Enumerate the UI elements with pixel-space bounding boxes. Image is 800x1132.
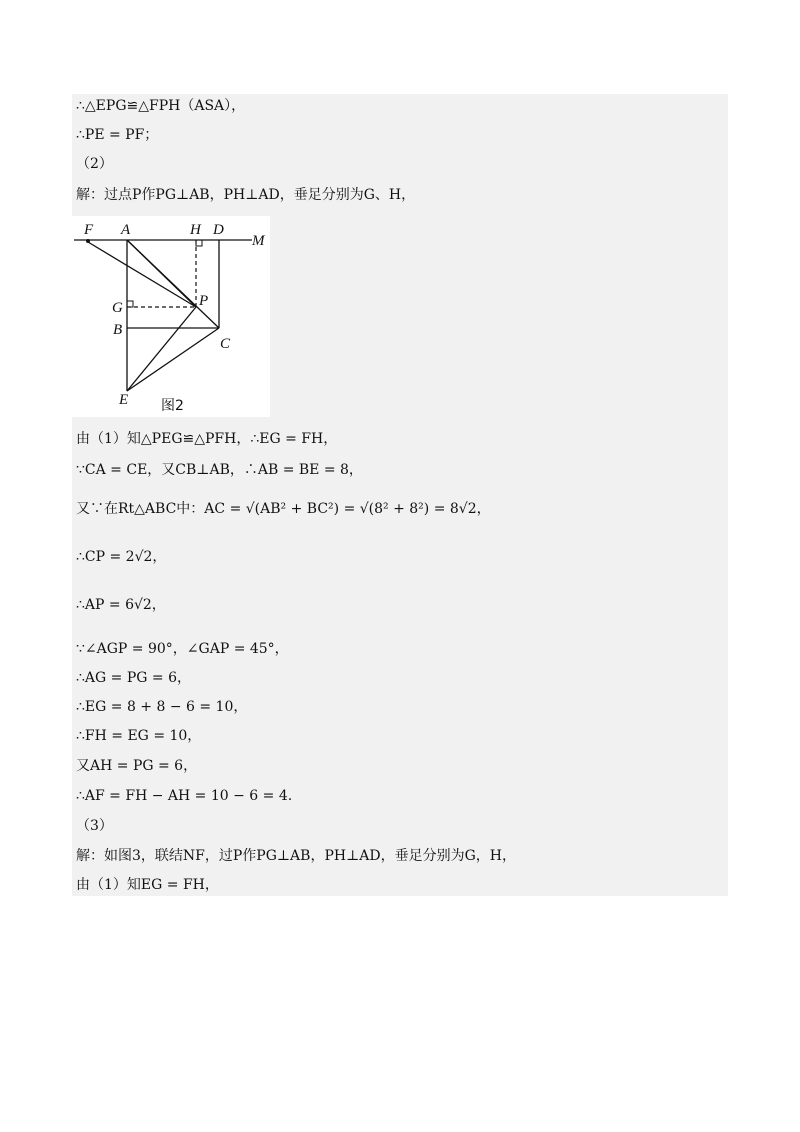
text-line-17: 解：如图3，联结NF，过P作PG⊥AB，PH⊥AD，垂足分别为G，H，: [76, 848, 516, 864]
label-h: H: [190, 222, 201, 238]
line-ec: [127, 328, 219, 391]
text-line-1: ∴△EPG≌△FPH（ASA），: [76, 98, 246, 114]
text-line-16: （3）: [76, 818, 113, 834]
figure-caption: 图2: [161, 398, 184, 414]
figure-svg: [72, 216, 270, 417]
right-angle-h: [196, 240, 202, 246]
label-b: B: [113, 322, 123, 338]
point-f: [86, 239, 90, 243]
text-line-11: ∴AG = PG = 6，: [76, 670, 191, 686]
text-line-6: ∵CA = CE，又CB⊥AB，∴AB = BE = 8，: [76, 462, 363, 478]
text-line-13: ∴FH = EG = 10，: [76, 728, 202, 744]
text-line-3: （2）: [76, 156, 113, 172]
text-line-18: 由（1）知EG = FH，: [76, 877, 219, 893]
text-line-12: ∴EG = 8 + 8 − 6 = 10，: [76, 699, 248, 715]
label-a: A: [121, 222, 131, 238]
label-f: F: [84, 222, 94, 238]
text-line-15: ∴AF = FH − AH = 10 − 6 = 4.: [76, 788, 293, 804]
line-ep: [127, 307, 196, 391]
label-m: M: [252, 233, 265, 249]
line-fp: [88, 242, 196, 307]
geometry-figure: [72, 216, 270, 417]
text-line-10: ∵∠AGP = 90°，∠GAP = 45°，: [76, 641, 289, 657]
text-line-8: ∴CP = 2√2，: [76, 549, 167, 565]
right-angle-g: [127, 301, 133, 307]
text-line-9: ∴AP = 6√2，: [76, 597, 166, 613]
text-line-2: ∴PE = PF；: [76, 127, 159, 143]
text-line-4: 解：过点P作PG⊥AB，PH⊥AD，垂足分别为G、H，: [76, 187, 416, 203]
label-d: D: [213, 222, 224, 238]
label-g: G: [112, 300, 123, 316]
line-ap: [127, 240, 196, 307]
text-line-14: 又AH = PG = 6，: [76, 758, 198, 774]
label-p: P: [199, 293, 209, 309]
label-e: E: [119, 392, 129, 408]
text-line-7: 又∵在Rt△ABC中：AC = √(AB² + BC²) = √(8² + 8²) = 8√2，: [76, 501, 491, 517]
content-panel: [72, 94, 728, 896]
text-line-5: 由（1）知△PEG≌△PFH，∴EG = FH，: [76, 431, 338, 447]
label-c: C: [220, 336, 231, 352]
